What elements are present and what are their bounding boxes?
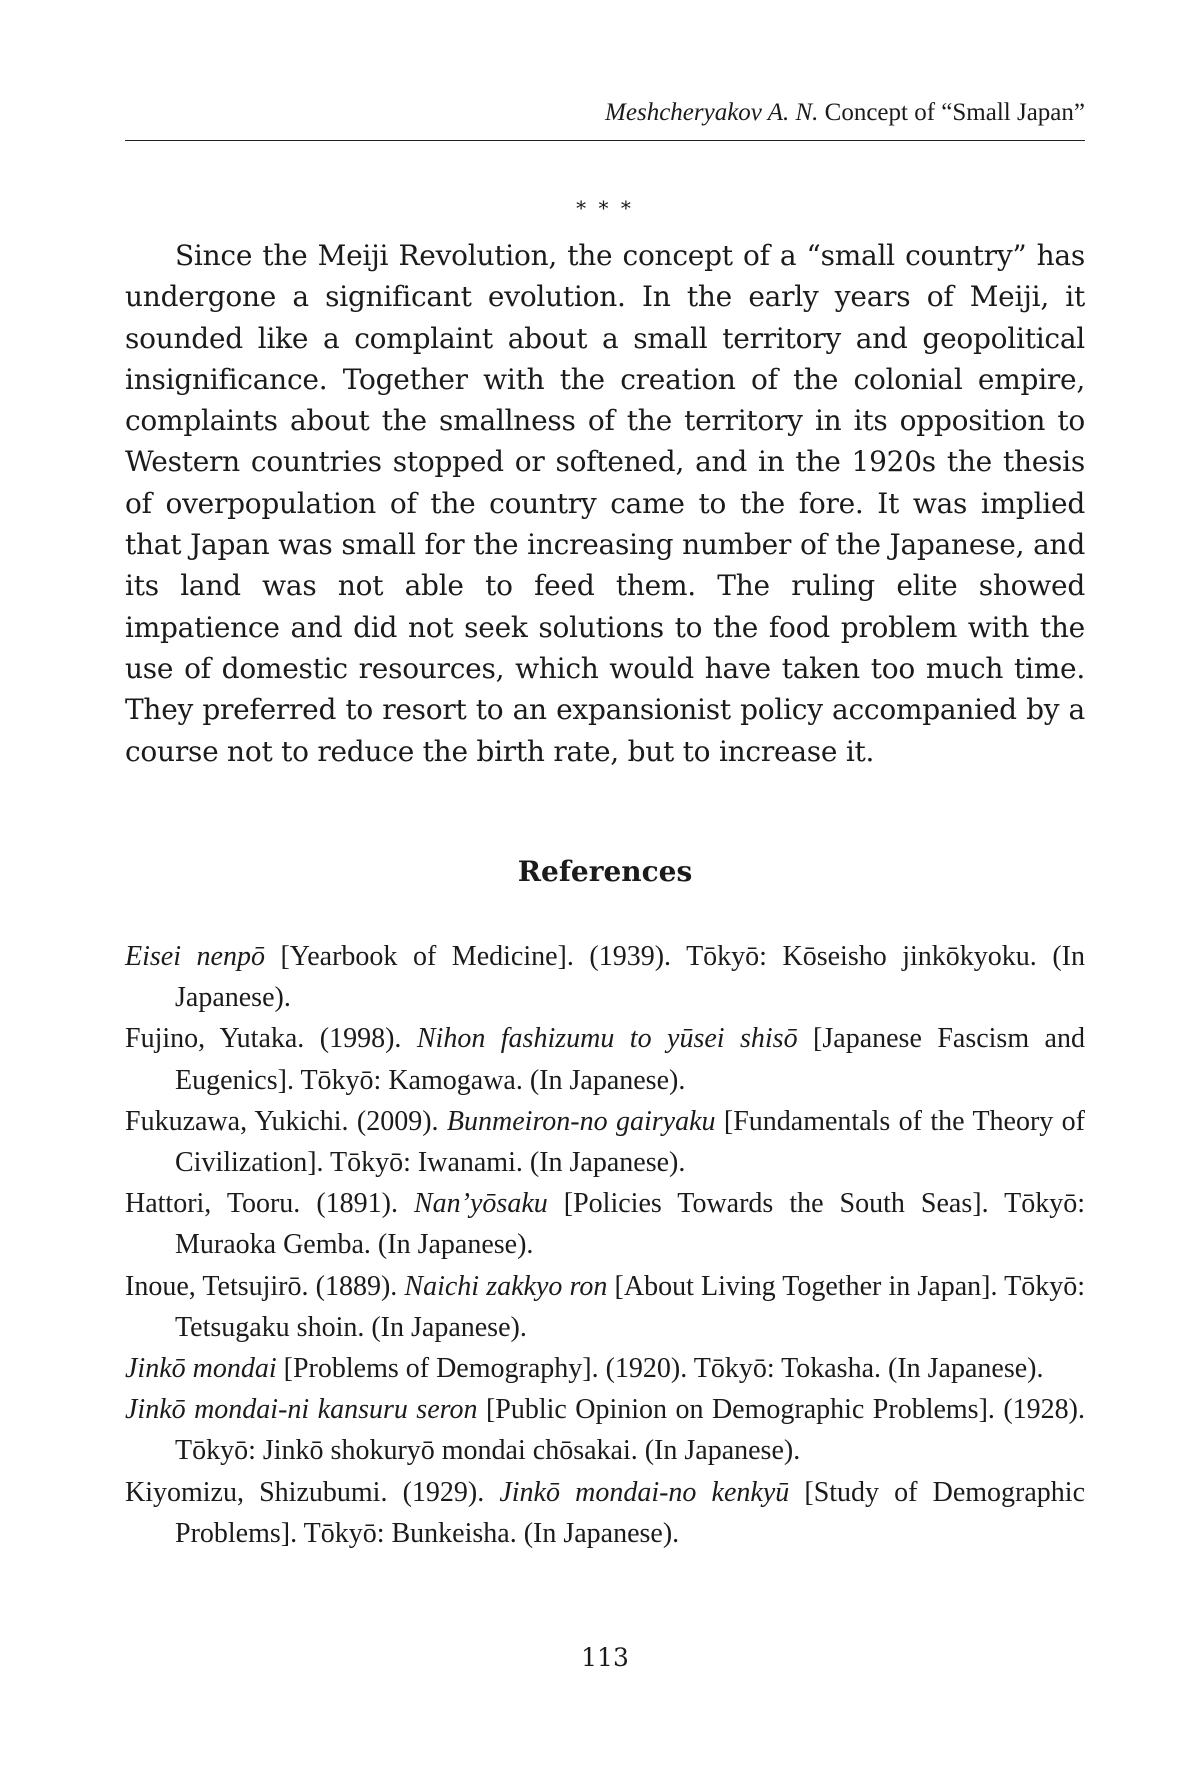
- header-rule: [125, 140, 1085, 141]
- reference-item: Jinkō mondai-ni kansuru seron [Public Opinion on Demographic Problems]. (1928). Tōkyō: Jinkō shokuryō mondai chōsakai. (In Japanese).: [125, 1394, 1085, 1467]
- reference-item: Jinkō mondai [Problems of Demography]. (1920). Tōkyō: Tokasha. (In Japanese).: [125, 1353, 1044, 1385]
- reference-title: Nan’yōsaku: [414, 1188, 548, 1220]
- reference-title: Eisei nenpō: [125, 941, 265, 972]
- reference-title: Jinkō mondai: [125, 1353, 277, 1385]
- running-head: [125, 98, 1085, 128]
- reference-item: Fukuzawa, Yukichi. (2009). Bunmeiron-no gairyaku [Fundamentals of the Theory of Civilization]. Tōkyō: Iwanami. (In Japanese).: [125, 1105, 1085, 1179]
- body-paragraph: Since the Meiji Revolution, the concept of a “small country” has undergone a significant evolution. In the early years of Meiji, it sounded like a complaint about a small territory and geopolitical insignificance. Together with the creation of the colonial empire, complaints about the smallness of the territory in its opposition to Western countries stopped or softened, and in the 1920s the thesis of overpopulation of the country came to the fore. It was implied that Japan was small for the increasing number of the Japanese, and its land was not able to feed them. The ruling elite showed impatience and did not seek solutions to the food problem with the use of domestic resources, which would have taken too much time. They preferred to resort to an expansionist policy accompanied by a course not to reduce the birth rate, but to increase it.: [125, 239, 1085, 768]
- reference-item: Inoue, Tetsujirō. (1889). Naichi zakkyo ron [About Living Together in Japan]. Tōkyō: Tetsugaku shoin. (In Japanese).: [125, 1270, 1085, 1343]
- page-number: 113: [581, 1643, 629, 1672]
- reference-title: Jinkō mondai-ni kansuru seron: [125, 1394, 478, 1426]
- reference-item: Fujino, Yutaka. (1998). Nihon fashizumu to yūsei shisō [Japanese Fascism and Eugenics]. Tōkyō: Kamogawa. (In Japanese).: [125, 1023, 1085, 1096]
- running-head-title: Concept of “Small Japan”: [824, 99, 1085, 126]
- section-separator: * * *: [576, 196, 634, 220]
- references-heading: References: [517, 855, 693, 888]
- reference-item: Eisei nenpō [Yearbook of Medicine]. (1939). Tōkyō: Kōseisho jinkōkyoku. (In Japanese).: [125, 941, 1085, 1014]
- reference-title: Naichi zakkyo ron: [404, 1270, 608, 1302]
- reference-title: Nihon fashizumu to yūsei shisō: [416, 1023, 798, 1055]
- references-list: [125, 936, 1085, 1554]
- reference-title: Jinkō mondai-no kenkyū: [499, 1476, 790, 1508]
- running-head-author: Meshcheryakov A. N.: [605, 99, 819, 126]
- reference-title: Bunmeiron-no gairyaku: [446, 1105, 716, 1137]
- reference-item: Kiyomizu, Shizubumi. (1929). Jinkō mondai-no kenkyū [Study of Demographic Problems]. Tōkyō: Bunkeisha. (In Japanese).: [125, 1476, 1086, 1549]
- reference-item: Hattori, Tooru. (1891). Nan’yōsaku [Policies Towards the South Seas]. Tōkyō: Muraoka Gemba. (In Japanese).: [125, 1188, 1085, 1261]
